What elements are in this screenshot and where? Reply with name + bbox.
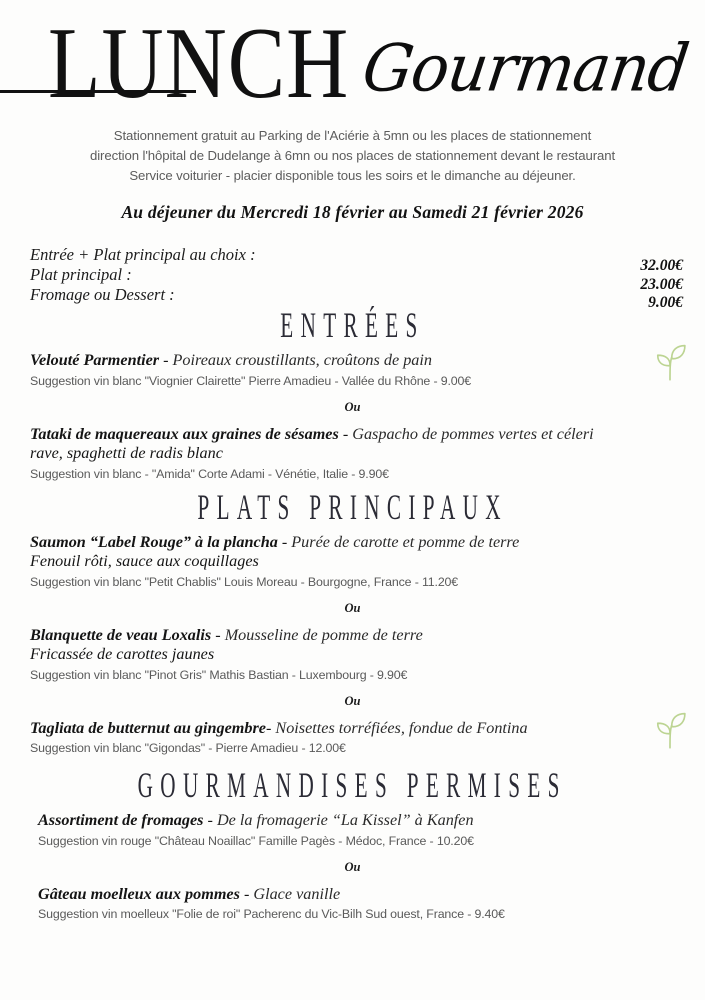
formula-labels [30, 245, 256, 305]
menu-item [30, 425, 683, 483]
menu-item [30, 351, 683, 390]
logo-title-gourmand: Gourmand [358, 29, 693, 107]
dish-line [30, 351, 683, 371]
formula-price-fromage-dessert: 9.00€ [648, 294, 683, 311]
item-separator-ou: Ou [344, 399, 361, 414]
menu-item [38, 811, 683, 850]
formula-prices [640, 257, 683, 313]
section-title-gourmandises-permises [0, 765, 705, 811]
formula-price-entree-plat: 32.00€ [640, 257, 683, 274]
section-title-entrees-text: ENTRÉES [280, 305, 425, 345]
menu-item [30, 626, 683, 684]
parking-info-paragraph [22, 126, 683, 186]
dish-name: Tataki de maquereaux aux graines de sésames [30, 424, 339, 443]
formula-label-entree-plat: Entrée + Plat principal au choix : [30, 245, 256, 264]
menu-item [30, 719, 683, 758]
dish-description: Glace vanille [253, 884, 341, 903]
item-separator-ou: Ou [344, 859, 361, 874]
dish-separator: - [338, 424, 353, 443]
menu-item [30, 533, 683, 591]
section-title-desserts-text: GOURMANDISES PERMISES [137, 765, 568, 805]
dish-name: Saumon “Label Rouge” à la plancha [30, 532, 278, 551]
section-title-entrees [0, 305, 705, 351]
dish-separator: - [239, 884, 254, 903]
section-title-plats-text: PLATS PRINCIPAUX [197, 487, 508, 527]
dish-line [38, 885, 683, 905]
wine-suggestion: Suggestion vin moelleux "Folie de roi" Pacherenc du Vic-Bilh Sud ouest, France - 9.40€ [38, 907, 505, 921]
dish-separator: - [265, 718, 276, 737]
wine-suggestion: Suggestion vin blanc "Petit Chablis" Louis Moreau - Bourgogne, France - 11.20€ [30, 574, 459, 589]
parking-info-line-1: Stationnement gratuit au Parking de l'Aciérie à 5mn ou les places de stationnement [113, 128, 592, 143]
dish-separator: - [203, 811, 217, 829]
menu-header-logo [0, 0, 705, 118]
formula-label-plat: Plat principal : [30, 265, 132, 284]
dish-name: Assortiment de fromages [38, 811, 204, 829]
dish-separator: - [211, 625, 225, 644]
dish-name: Blanquette de veau Loxalis [30, 625, 212, 644]
dish-description: Mousseline de pomme de terre [224, 625, 423, 644]
desserts-item-list [0, 811, 705, 923]
wine-suggestion: Suggestion vin blanc "Viognier Clairette" Pierre Amadieu - Vallée du Rhône - 9.00€ [30, 373, 471, 388]
formula-label-fromage-dessert: Fromage ou Dessert : [30, 285, 175, 304]
dish-separator: - [159, 351, 173, 369]
wine-suggestion: Suggestion vin blanc "Pinot Gris" Mathis Bastian - Luxembourg - 9.90€ [30, 667, 408, 682]
formula-price-block [0, 245, 705, 311]
dish-line [30, 425, 683, 445]
wine-suggestion: Suggestion vin rouge "Château Noaillac" Famille Pagès - Médoc, France - 10.20€ [38, 833, 474, 848]
dish-description-line-2: Fricassée de carottes jaunes [30, 645, 215, 663]
parking-info-line-2: direction l'hôpital de Dudelange à 6mn ou nos places de stationnement devant le restaurant [89, 148, 616, 163]
dish-description: Gaspacho de pommes vertes et céleri [352, 424, 594, 443]
plats-item-list [0, 533, 705, 758]
section-title-plats-principaux [0, 487, 705, 533]
item-separator-ou: Ou [344, 693, 361, 708]
wine-suggestion: Suggestion vin blanc - "Amida" Corte Adami - Vénétie, Italie - 9.90€ [30, 466, 389, 481]
dish-description: Poireaux croustillants, croûtons de pain [172, 351, 432, 369]
parking-info-line-3: Service voiturier - placier disponible tous les soirs et le dimanche au déjeuner. [129, 168, 576, 183]
dish-description-line-2: Fenouil rôti, sauce aux coquillages [30, 552, 259, 570]
dish-line [30, 626, 683, 646]
logo-title-lunch: LUNCH [48, 6, 350, 120]
dish-line [30, 719, 683, 739]
menu-date-range: Au déjeuner du Mercredi 18 février au Samedi 21 février 2026 [121, 202, 584, 222]
dish-line [30, 533, 683, 553]
dish-description: De la fromagerie “La Kissel” à Kanfen [216, 811, 474, 829]
vegetarian-sprout-icon [649, 343, 691, 385]
dish-description: Purée de carotte et pomme de terre [291, 532, 520, 551]
vegetarian-sprout-icon [649, 711, 691, 753]
entrees-item-list [0, 351, 705, 483]
dish-description-line-2: rave, spaghetti de radis blanc [30, 444, 223, 462]
dish-line [38, 811, 683, 831]
dish-name: Gâteau moelleux aux pommes [38, 884, 240, 903]
dish-separator: - [277, 532, 292, 551]
wine-suggestion: Suggestion vin blanc "Gigondas" - Pierre Amadieu - 12.00€ [30, 741, 346, 755]
item-separator-ou: Ou [344, 600, 361, 615]
dish-name: Velouté Parmentier [30, 351, 160, 369]
dish-name: Tagliata de butternut au gingembre [30, 718, 266, 737]
formula-price-plat: 23.00€ [640, 275, 683, 293]
menu-item [38, 885, 683, 924]
dish-description: Noisettes torréfiées, fondue de Fontina [275, 718, 528, 737]
